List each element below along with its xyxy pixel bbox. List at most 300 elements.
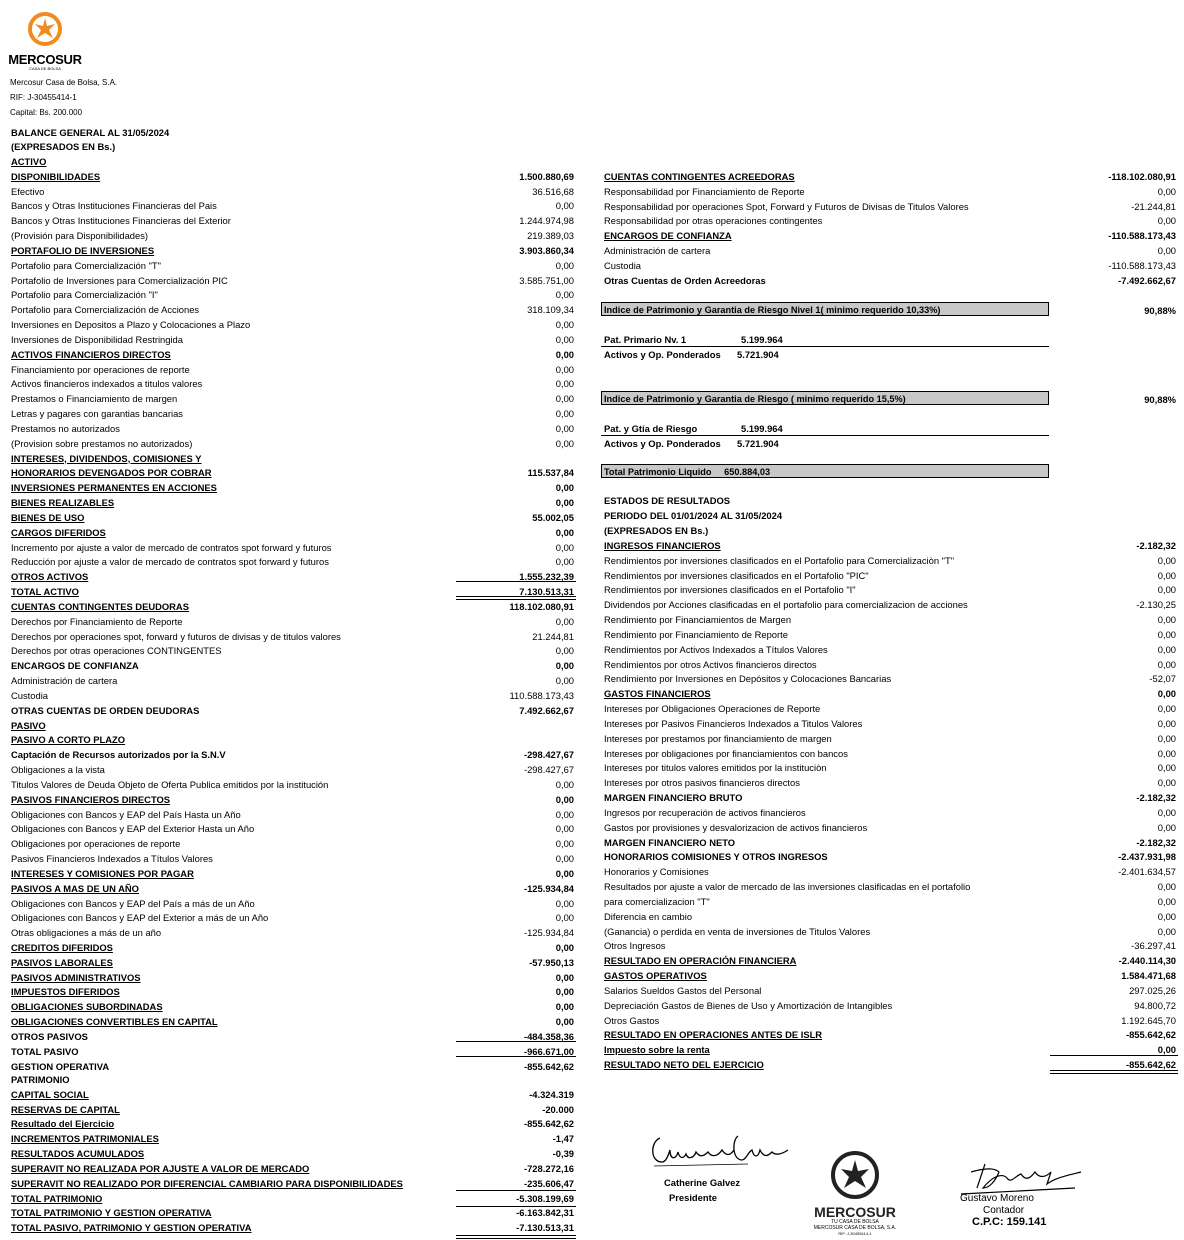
row-resultados-acumulados [11,1147,574,1161]
row-portafolio-de-inversiones [11,244,574,258]
row-label: GASTOS OPERATIVOS [604,970,707,982]
row-prestamos-o-financiamiento-de-margen [11,392,574,406]
row-label: Diferencia en cambio [604,910,693,922]
total-activo-line [456,581,576,582]
row-value: 297.025,26 [1129,984,1176,996]
row-value: -855.642,62 [523,1118,574,1130]
accountant-role: Contador [983,1205,1025,1216]
row-value: 1.244.974,98 [519,215,574,227]
row-value: -298.427,67 [523,764,574,776]
row-value: -855.642,62 [1125,1059,1176,1071]
row-label: Administración de cartera [604,245,711,257]
row-resultado-del-ejercicio [11,1117,574,1131]
row-financiamiento-por-operaciones-de-report [11,363,574,377]
row-total-pasivo-patrimonio-y-gestion-operat [11,1221,574,1235]
row-activos-financieros-directos [11,348,574,362]
row-label: Inversiones en Depositos a Plazo y Colocaciones a Plazo [11,319,251,331]
row-value: -6.163.842,31 [516,1207,574,1219]
row-label: Obligaciones con Bancos y EAP del Exterior Hasta un Año [11,823,255,835]
row-label: CAPITAL SOCIAL [11,1088,89,1100]
row-value: 0,00 [555,615,574,627]
row-label: Dividendos por Acciones clasificadas en el portafolio para comercializacion de acciones [604,599,968,611]
row-label: TOTAL PASIVO, PATRIMONIO Y GESTION OPERATIVA [11,1222,252,1234]
row-value: 3.903.860,34 [519,244,574,256]
row-ingresos-por-recuperacion-de-activos-fin [604,806,1176,820]
row-label: Intereses por obligaciones por financiamientos con bancos [604,747,848,759]
row-value: 0,00 [555,1001,574,1013]
row-value: 0,00 [1157,717,1176,729]
row-total-patrimonio-y-gestion-operativa [11,1206,574,1220]
results-period: PERIODO DEL 01/01/2024 AL 31/05/2024 [604,510,783,521]
resultado-neto-double-line [1050,1070,1178,1074]
row-label: Custodia [604,259,642,271]
row-label: Prestamos no autorizados [11,422,120,434]
row-label: SUPERAVIT NO REALIZADO POR DIFERENCIAL CAMBIARIO PARA DISPONIBILIDADES [11,1177,403,1189]
ratio1-value: 90,88% [1144,305,1176,316]
ratio1-pat-value: 5.199.964 [741,334,783,345]
row-value: -7.492.662,67 [1118,274,1176,286]
row-activos-financieros-indexados-a-titulos- [11,377,574,391]
row-intereses-por-titulos-valores-emitidos-p [604,761,1176,775]
row-label: INCREMENTOS PATRIMONIALES [11,1133,159,1145]
row-capital-social [11,1088,574,1102]
row-label: Activos financieros indexados a titulos valores [11,378,203,390]
row-custodia [604,259,1176,273]
row-ganancia-o-perdida-en-venta-de-inversion [604,925,1176,939]
ratio2-pat-label: Pat. y Gtía de Riesgo [604,423,698,434]
row-prestamos-no-autorizados [11,422,574,436]
row-value: 0,00 [555,437,574,449]
row-obligaciones-con-bancos-y-eap-del-exteri [11,822,574,836]
row-value: 0,00 [555,556,574,568]
row-value: 0,00 [1157,1044,1176,1056]
row-value: -2.182,32 [1136,836,1176,848]
row-label: Inversiones de Disponibilidad Restringida [11,333,183,345]
row-value: 36.516,68 [532,185,574,197]
row-margen-financiero-neto [604,836,1176,850]
row-bancos-y-otras-instituciones-financieras [11,199,574,213]
row-derechos-por-operaciones-spot-forward-y- [11,630,574,644]
president-signature-icon [648,1128,793,1173]
ratio2-act-value: 5.721.904 [737,438,779,449]
row-superavit-no-realizada-por-ajuste-a-valo [11,1162,574,1176]
row-value: -728.272,16 [523,1162,574,1174]
row-value: 115.537,84 [527,467,574,479]
patrimonio-liquido-label: Total Patrimonio Liquido [604,467,712,477]
row-label: Reducción por ajuste a valor de mercado de contratos spot forward y futuros [11,556,329,568]
row-label: INTERESES Y COMISIONES POR PAGAR [11,867,194,879]
row-value: 0,00 [1157,806,1176,818]
row-value: 7.492.662,67 [519,704,574,716]
row-label: Bancos y Otras Instituciones Financieras del Pais [11,200,217,212]
row-label: Administración de cartera [11,675,118,687]
row-label: Derechos por otras operaciones CONTINGENTES [11,645,222,657]
row-value: 0,00 [1157,762,1176,774]
row-label: Portafolio para Comercialización "I" [11,289,158,301]
row-value: -36.297,41 [1131,940,1176,952]
stamp-sub: TU CASA DE BOLSA [831,1219,879,1225]
row-label: MARGEN FINANCIERO BRUTO [604,792,743,804]
row-pasivos-laborales [11,956,574,970]
row-label: GASTOS FINANCIEROS [604,688,711,700]
company-rif: RIF: J-30455414-1 [10,93,77,102]
row-rendimientos-por-activos-indexados-a-tit [604,643,1176,657]
company-name: Mercosur Casa de Bolsa, S.A. [10,78,118,87]
row-label: CUENTAS CONTINGENTES ACREEDORAS [604,171,795,182]
row-otras-cuentas-de-orden-deudoras [11,704,574,718]
row-label: Rendimiento por Financiamiento de Reporte [604,628,788,640]
row-label: Salarios Sueldos Gastos del Personal [604,984,762,996]
row-rendimientos-por-inversiones-clasificado [604,554,1176,568]
row-responsabilidad-por-operaciones-spot-for [604,200,1176,214]
row-intereses-por-prestamos-por-financiamien [604,732,1176,746]
row-label: PASIVO [11,719,46,731]
row-label: Rendimientos por Activos Indexados a Títulos Valores [604,643,828,655]
row-label: Otras obligaciones a más de un año [11,927,162,939]
row-salarios-sueldos-gastos-del-personal [604,984,1176,998]
balance-title: BALANCE GENERAL AL 31/05/2024 [11,127,170,138]
row-value: 0,00 [1157,925,1176,937]
row-margen-financiero-bruto [604,791,1176,805]
row-value: -2.182,32 [1136,540,1176,551]
row-otros-activos [11,570,574,584]
row-label: Responsabilidad por Financiamiento de Reporte [604,185,805,197]
logo-subtext: CASA DE BOLSA [29,66,61,71]
logo-emblem-icon [25,12,65,48]
row-label: IMPUESTOS DIFERIDOS [11,986,120,998]
row-label: Incremento por ajuste a valor de mercado de contratos spot forward y futuros [11,541,332,553]
stamp-line: MERCOSUR CASA DE BOLSA, S.A. [813,1225,897,1231]
row-value: 0,00 [555,497,574,509]
row-value: -1,47 [552,1133,574,1145]
row-label: Rendimientos por inversiones clasificados en el Portafolio "PIC" [604,569,869,581]
row-label: Efectivo [11,185,45,197]
ratio2-value: 90,88% [1144,394,1176,405]
accountant-signature-icon [955,1158,1085,1198]
row-label: ENCARGOS DE CONFIANZA [11,660,139,672]
row-label: Intereses por prestamos por financiamiento de margen [604,732,832,744]
row-value: 0,00 [555,793,574,805]
ratio2-box: Indice de Patrimonio y Garantia de Riesgo ( minimo requerido 15,5%) [601,391,1049,405]
row-label: ENCARGOS DE CONFIANZA [604,230,732,242]
row-value: 0,00 [555,363,574,375]
row-label: PATRIMONIO [11,1074,70,1085]
row-value: 0,00 [1157,245,1176,257]
row-value: -2.437.931,98 [1118,851,1176,863]
row-inversiones-en-depositos-a-plazo-y-coloc [11,318,574,332]
company-capital: Capital: Bs. 200.000 [10,108,83,117]
row-pasivo-a-corto-plazo [11,733,574,747]
row-label: Rendimiento por Financiamientos de Margen [604,614,792,626]
accountant-cpc: C.P.C: 159.141 [972,1216,1047,1228]
row-value: 3.585.751,00 [519,274,574,286]
row-value: 55.002,05 [532,511,574,523]
row-intereses-dividendos-comisiones-y [11,452,574,466]
row-label: Obligaciones con Bancos y EAP del Exterior a más de un Año [11,912,269,924]
row-value: 0,00 [1157,703,1176,715]
row-value: 0,00 [1157,628,1176,640]
row-derechos-por-otras-operaciones-contingen [11,644,574,658]
row-obligaciones-con-bancos-y-eap-del-pais-h [11,808,574,822]
row-bienes-de-uso [11,511,574,525]
row-value: 0,00 [555,675,574,687]
row-ingresos-financieros [604,539,1176,553]
row-honorarios-comisiones-y-otros-ingresos [604,850,1176,864]
row-value: 1.555.232,39 [519,571,574,583]
results-subtitle: (EXPRESADOS EN Bs.) [604,525,709,536]
row-value: 0,00 [1157,881,1176,893]
row-obligaciones-con-bancos-y-eap-del-pais-a [11,897,574,911]
row-efectivo [11,185,574,199]
row-label: RESULTADO EN OPERACIONES ANTES DE ISLR [604,1029,823,1041]
row-label: Ingresos por recuperación de activos financieros [604,806,806,818]
row-value: 0,00 [1157,614,1176,626]
row-value: -0,39 [552,1148,574,1160]
stamp-emblem-icon [825,1150,885,1200]
results-title: ESTADOS DE RESULTADOS [604,495,731,506]
row-label: CUENTAS CONTINGENTES DEUDORAS [11,600,189,612]
row-value: 0,00 [555,348,574,360]
ratio1-pat-label: Pat. Primario Nv. 1 [604,334,687,345]
row-label: (Ganancia) o perdida en venta de inversiones de Titulos Valores [604,925,871,937]
company-stamp [800,1150,910,1236]
row-reduccion-por-ajuste-a-valor-de-mercado- [11,555,574,569]
row-label: Titulos Valores de Deuda Objeto de Oferta Publica emitidos por la institución [11,778,329,790]
row-label: Rendimientos por inversiones clasificados en el Portafolio "I" [604,584,856,596]
president-name: Catherine Galvez [664,1177,741,1188]
row-diferencia-en-cambio [604,910,1176,924]
row-label: Custodia [11,689,49,701]
row-value: 0,00 [555,378,574,390]
accountant-name: Gustavo Moreno [960,1193,1034,1204]
row-value: 0,00 [1157,584,1176,596]
row-portafolio-para-comercializacion-de-acci [11,303,574,317]
row-label: Captación de Recursos autorizados por la S.N.V [11,749,226,761]
row-value: -2.440.114,30 [1118,955,1176,967]
row-gastos-financieros [604,687,1176,701]
row-value: 0,00 [555,319,574,331]
row-rendimiento-por-financiamientos-de-marge [604,613,1176,627]
row-label: PORTAFOLIO DE INVERSIONES [11,244,155,256]
row-obligaciones-subordinadas [11,1000,574,1014]
ratio2-pat-value: 5.199.964 [741,423,783,434]
row-value: 0,00 [555,645,574,657]
row-value: -125.934,84 [523,927,574,939]
row-pasivos-financieros-indexados-a-titulos- [11,852,574,866]
row-value: -52,07 [1149,673,1176,685]
row-cuentas-contingentes-acreedoras [604,170,1176,184]
row-administracion-de-cartera [604,244,1176,258]
row-value: 1.500.880,69 [519,170,574,182]
row-label: HONORARIOS COMISIONES Y OTROS INGRESOS [604,851,828,863]
row-responsabilidad-por-financiamiento-de-re [604,185,1176,199]
row-label: Honorarios y Comisiones [604,866,709,878]
balance-subtitle: (EXPRESADOS EN Bs.) [11,141,116,152]
row-gestion-operativa [11,1060,574,1074]
row-provision-sobre-prestamos-no-autorizados [11,437,574,451]
row-label: Rendimiento por Inversiones en Depósitos y Colocaciones Bancarias [604,673,892,685]
row-label: RESERVAS DE CAPITAL [11,1103,120,1115]
row-value: 0,00 [1157,643,1176,655]
row-label: (Provisión para Disponibilidades) [11,230,149,242]
row-value: -966.671,00 [523,1045,574,1057]
row-label: Resultado del Ejercicio [11,1118,115,1130]
row-value: -2.401.634,57 [1118,866,1176,878]
row-value: 0,00 [555,422,574,434]
row-impuestos-diferidos [11,985,574,999]
row-label: OTRAS CUENTAS DE ORDEN DEUDORAS [11,704,200,716]
row-value: 0,00 [555,941,574,953]
total-final-double-line [456,1235,576,1239]
row-value: 0,00 [555,482,574,494]
row-label: SUPERAVIT NO REALIZADA POR AJUSTE A VALOR DE MERCADO [11,1162,310,1174]
row-label: OTROS PASIVOS [11,1030,88,1042]
row-value: 318.109,34 [527,304,574,316]
row-portafolio-de-inversiones-para-comercial [11,274,574,288]
patrimonio-liquido-value: 650.884,03 [724,467,771,477]
row-rendimientos-por-inversiones-clasificado [604,583,1176,597]
row-label: Letras y pagares con garantias bancarias [11,408,183,420]
row-value: 1.192.645,70 [1121,1014,1176,1026]
row-obligaciones-convertibles-en-capital [11,1015,574,1029]
row-custodia [11,689,574,703]
row-titulos-valores-de-deuda-objeto-de-ofert [11,778,574,792]
row-obligaciones-por-operaciones-de-reporte [11,837,574,851]
row-value: 0,00 [1157,910,1176,922]
row-value: 21.244,81 [532,630,574,642]
patrimonio-liquido-box [601,464,1049,478]
row-value: 0,00 [1157,688,1176,700]
row-label: CARGOS DIFERIDOS [11,526,106,538]
row-value: 0,00 [1157,777,1176,789]
row-value: 0,00 [555,853,574,864]
row-para-comercializacion-t [604,895,1176,909]
ratio1-line [601,346,1049,347]
row-value: 1.584.471,68 [1121,970,1176,982]
row-value: 0,00 [555,259,574,271]
row-portafolio-para-comercializacion-t [11,259,574,273]
row-value: 94.800,72 [1134,999,1176,1011]
row-value: -2.130,25 [1136,599,1176,611]
row-reservas-de-capital [11,1103,574,1117]
row-label: (Provision sobre prestamos no autorizados) [11,437,193,449]
row-value: 0,00 [555,333,574,345]
row-label: Responsabilidad por operaciones Spot, Forward y Futuros de Divisas de Titulos Valores [604,200,969,212]
row-activo [11,155,574,169]
row-label: INVERSIONES PERMANENTES EN ACCIONES [11,482,217,494]
row-label: PASIVOS LABORALES [11,956,113,968]
row-value: -21.244,81 [1131,200,1176,212]
row-value: 0,00 [555,289,574,301]
row-resultados-por-ajuste-a-valor-de-mercado [604,880,1176,894]
row-value: -484.358,36 [523,1030,574,1042]
row-otros-ingresos [604,939,1176,953]
row-value: 0,00 [1157,569,1176,581]
row-label: Pasivos Financieros Indexados a Títulos Valores [11,853,213,864]
row-label: PASIVOS A MAS DE UN AÑO [11,882,139,894]
row-value: 0,00 [555,897,574,909]
row-total-patrimonio [11,1192,574,1206]
row-label: Obligaciones con Bancos y EAP del País Hasta un Año [11,808,241,820]
row-intereses-por-obligaciones-por-financiam [604,747,1176,761]
row-label: PASIVOS ADMINISTRATIVOS [11,971,141,983]
row-value: 0,00 [555,1016,574,1028]
row-rendimientos-por-inversiones-clasificado [604,569,1176,583]
row-gastos-operativos [604,969,1176,983]
row-provision-para-disponibilidades [11,229,574,243]
row-label: PASIVO A CORTO PLAZO [11,734,126,746]
row-value: 0,00 [1157,895,1176,907]
row-label: GESTION OPERATIVA [11,1060,110,1072]
row-incrementos-patrimoniales [11,1132,574,1146]
row-value: 0,00 [1157,185,1176,197]
row-value: -235.606,47 [523,1177,574,1189]
row-label: Portafolio para Comercialización "T" [11,259,161,271]
row-label: Gastos por provisiones y desvalorizacion de activos financieros [604,821,868,833]
row-label: Intereses por Pasivos Financieros Indexados a Titulos Valores [604,717,863,729]
row-disponibilidades [11,170,574,184]
total-pasivo-line [456,1041,576,1042]
row-value: 219.389,03 [527,230,574,242]
row-label: para comercializacion "T" [604,895,710,907]
row-value: 110.588.173,43 [509,689,574,701]
row-incremento-por-ajuste-a-valor-de-mercado [11,541,574,555]
row-bancos-y-otras-instituciones-financieras [11,214,574,228]
row-value: 0,00 [555,808,574,820]
row-cargos-diferidos [11,526,574,540]
row-dividendos-por-acciones-clasificadas-en- [604,598,1176,612]
stamp-rif: RIF: J-30455414-1 [838,1231,872,1236]
row-pasivos-a-mas-de-un-ano [11,882,574,896]
row-label: Obligaciones a la vista [11,764,105,776]
row-value: 0,00 [1157,821,1176,833]
row-intereses-por-obligaciones-operaciones-d [604,702,1176,716]
row-label: INGRESOS FINANCIEROS [604,540,721,551]
row-otras-obligaciones-a-mas-de-un-ano [11,926,574,940]
row-value: -110.588.173,43 [1108,230,1176,242]
row-rendimientos-por-otros-activos-financier [604,658,1176,672]
row-label: Derechos por operaciones spot, forward y futuros de divisas y de titulos valores [11,630,341,642]
row-responsabilidad-por-otras-operaciones-co [604,214,1176,228]
row-label: ACTIVOS FINANCIEROS DIRECTOS [11,348,171,360]
row-inversiones-de-disponibilidad-restringid [11,333,574,347]
row-intereses-por-pasivos-financieros-indexa [604,717,1176,731]
row-label: Bancos y Otras Instituciones Financieras del Exterior [11,215,231,227]
row-label: RESULTADO NETO DEL EJERCICIO [604,1059,764,1071]
total-activo-double-line [456,596,576,600]
ratio2-act-label: Activos y Op. Ponderados [604,438,721,449]
row-label: Derechos por Financiamiento de Reporte [11,615,183,627]
row-value: 0,00 [1157,554,1176,566]
row-label: RESULTADO EN OPERACIÓN FINANCIERA [604,955,797,967]
row-label: TOTAL PATRIMONIO [11,1192,103,1204]
row-label: Portafolio para Comercialización de Acciones [11,304,200,316]
row-value: 0,00 [555,986,574,998]
row-value: -57.950,13 [529,956,574,968]
row-label: RESULTADOS ACUMULADOS [11,1148,145,1160]
row-value: 118.102.080,91 [509,600,574,612]
row-derechos-por-financiamiento-de-reporte [11,615,574,629]
row-label: MARGEN FINANCIERO NETO [604,836,736,848]
row-patrimonio [11,1073,574,1087]
row-label: ACTIVO [11,156,47,167]
row-administracion-de-cartera [11,674,574,688]
stamp-text: MERCOSUR [814,1204,896,1220]
row-value: -125.934,84 [523,882,574,894]
row-value: -2.182,32 [1136,792,1176,804]
row-value: 0,00 [555,823,574,835]
row-label: Depreciación Gastos de Bienes de Uso y Amortización de Intangibles [604,999,893,1011]
